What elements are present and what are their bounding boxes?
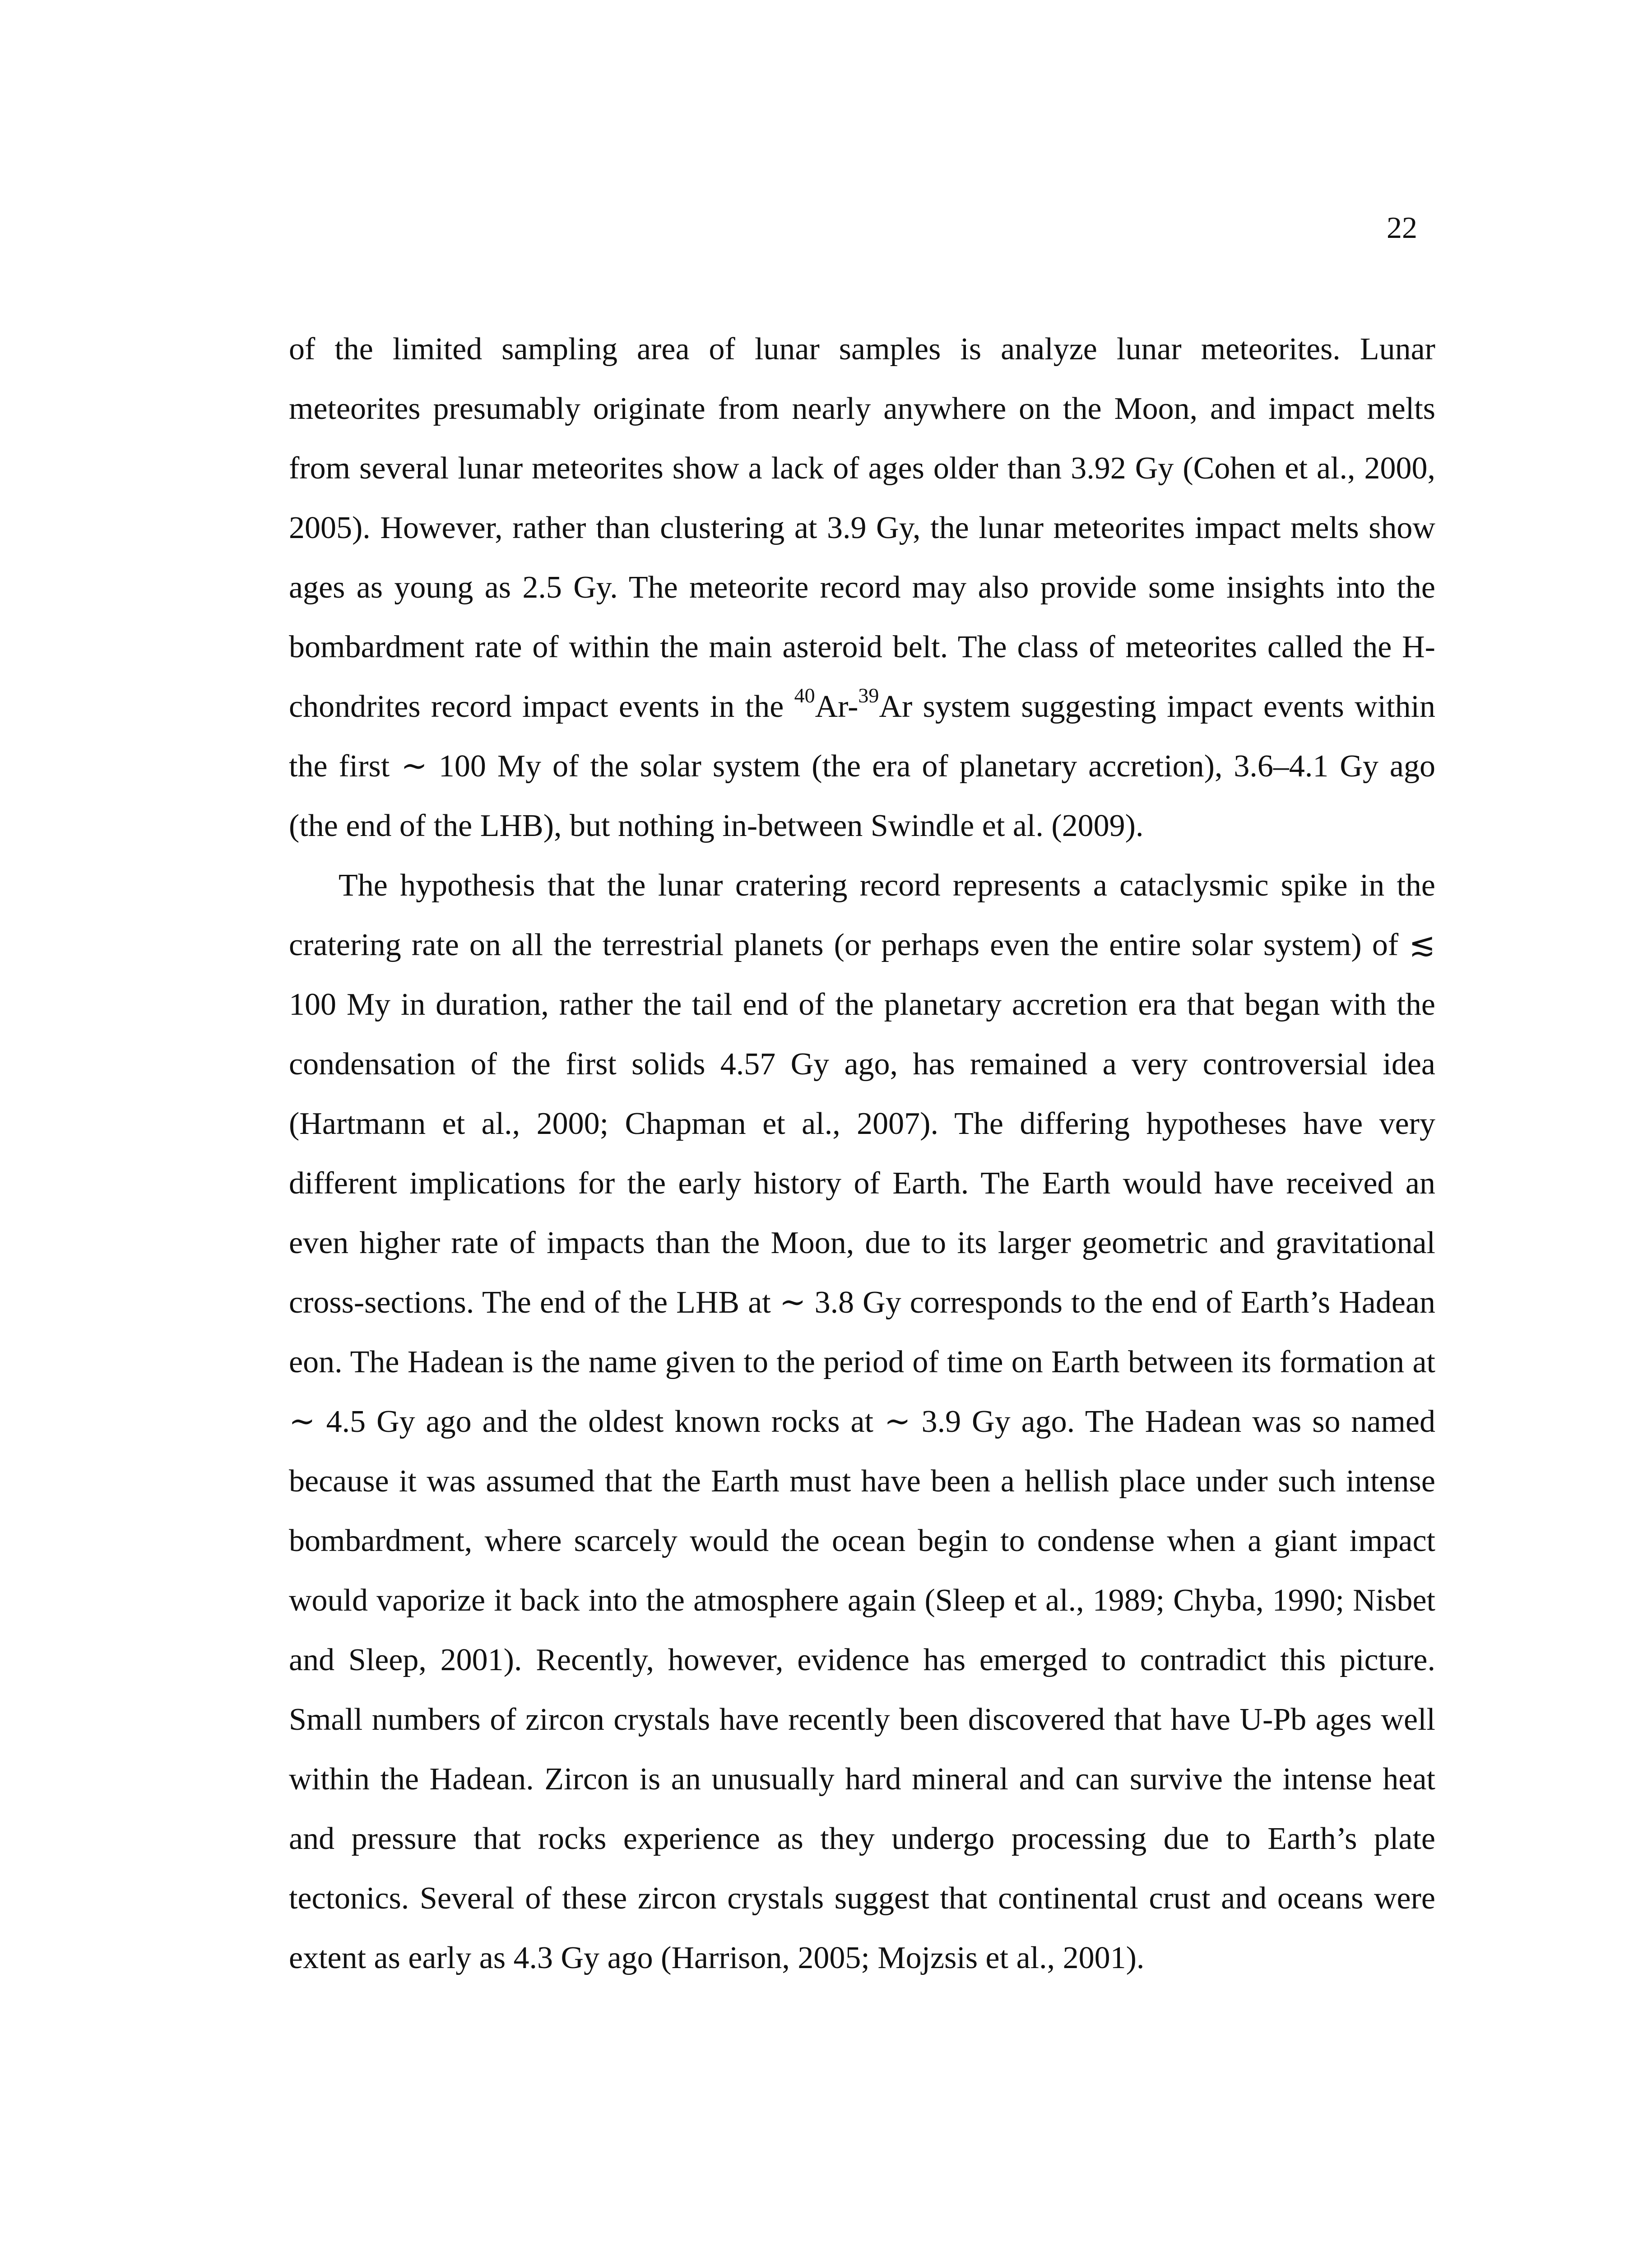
paragraph-1-text-a: of the limited sampling area of lunar samples is analyze lunar meteorites. Lunar meteorites presumably originate from nearly anywhere on the Moon, and impact melts from several lunar meteorites show a lack of ages older than 3.92 Gy (Cohen et al., 2000, 2005). However, rather than clustering at 3.9 Gy, the lunar meteorites impact melts show ages as young as 2.5 Gy. The meteorite record may also provide some insights into the bombardment rate of within the main asteroid belt. The class of meteorites called the H-chondrites record impact events in the [289, 332, 1435, 724]
paragraph-1 [289, 320, 1435, 856]
body-text [289, 320, 1435, 1988]
superscript-40: 40 [794, 683, 815, 707]
page-number: 22 [1387, 210, 1417, 245]
paragraph-1-text-b: Ar- [815, 689, 858, 724]
paragraph-1-text-c: Ar system suggesting impact events within the first ∼ 100 My of the solar system (the era of planetary accretion), 3.6–4.1 Gy ago (the end of the LHB), but nothing in-between Swindle et al. (2009). [289, 689, 1436, 843]
paragraph-2: The hypothesis that the lunar cratering record represents a cataclysmic spike in the cratering rate on all the terrestrial planets (or perhaps even the entire solar system) of ≲ 100 My in duration, rather the tail end of the planetary accretion era that began with the condensation of the first solids 4.57 Gy ago, has remained a very controversial idea (Hartmann et al., 2000; Chapman et al., 2007). The differing hypotheses have very different implications for the early history of Earth. The Earth would have received an even higher rate of impacts than the Moon, due to its larger geometric and gravitational cross-sections. The end of the LHB at ∼ 3.8 Gy corresponds to the end of Earth’s Hadean eon. The Hadean is the name given to the period of time on Earth between its formation at ∼ 4.5 Gy ago and the oldest known rocks at ∼ 3.9 Gy ago. The Hadean was so named because it was assumed that the Earth must have been a hellish place under such intense bombardment, where scarcely would the ocean begin to condense when a giant impact would vaporize it back into the atmosphere again (Sleep et al., 1989; Chyba, 1990; Nisbet and Sleep, 2001). Recently, however, evidence has emerged to contradict this picture. Small numbers of zircon crystals have recently been discovered that have U-Pb ages well within the Hadean. Zircon is an unusually hard mineral and can survive the intense heat and pressure that rocks experience as they undergo processing due to Earth’s plate tectonics. Several of these zircon crystals suggest that continental crust and oceans were extent as early as 4.3 Gy ago (Harrison, 2005; Mojzsis et al., 2001). [289, 868, 1435, 1975]
superscript-39: 39 [858, 683, 879, 707]
